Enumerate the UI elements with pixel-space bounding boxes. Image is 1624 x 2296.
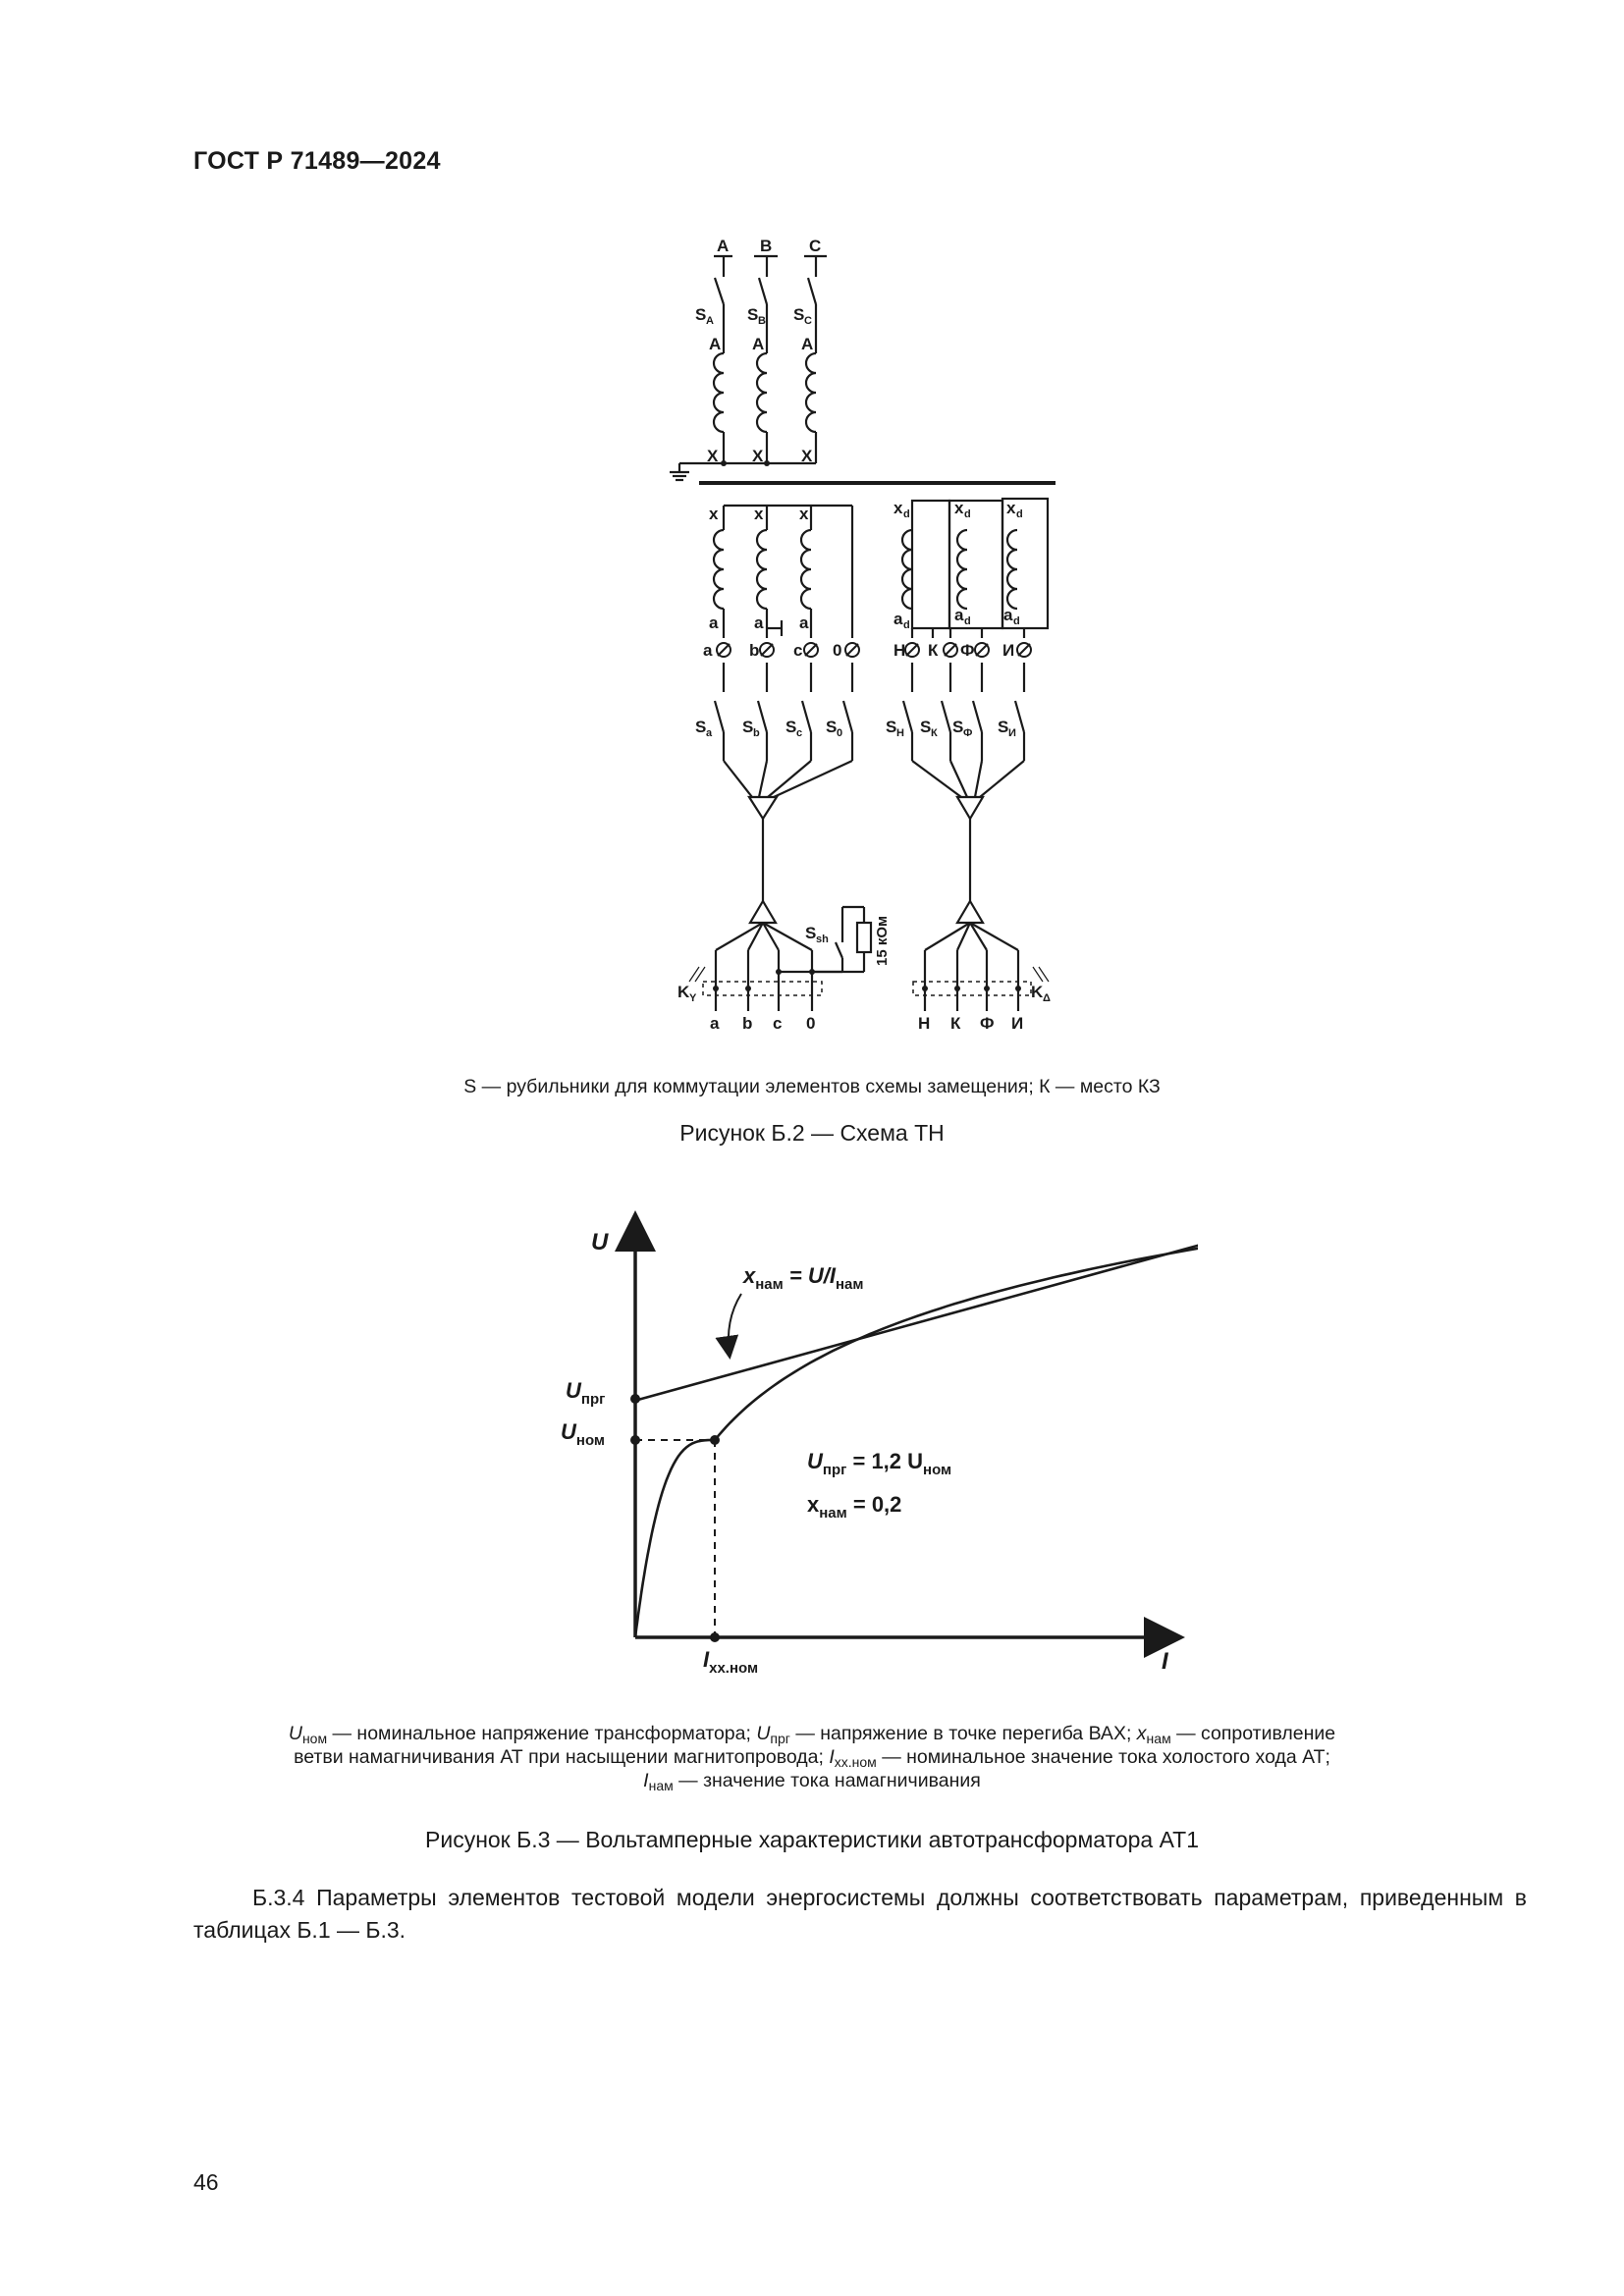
label-kd: K bbox=[1031, 983, 1044, 1001]
figure-b2-caption: Рисунок Б.2 — Схема ТН bbox=[679, 1120, 945, 1146]
label-s-a: S bbox=[695, 718, 707, 736]
param-xnam: $x_{нам} = 0,2$ bbox=[807, 1492, 902, 1522]
label-hv-a1: A bbox=[709, 335, 722, 353]
label-ky-sub: Y bbox=[689, 992, 697, 1004]
label-s-b: S bbox=[742, 718, 754, 736]
label-phase-a: A bbox=[717, 237, 730, 255]
label-phase-c: C bbox=[809, 237, 822, 255]
figure-b3-note: $U_{ном}$ — номинальное напряжение трансформатора; $U_{прг}$ — напряжение в точке перегиба ВАХ; $x_{нам}$ — сопротивление ветви намагничивания АТ при насыщении магнитопровода; $I_{хх.ном}$ — номинальное значение тока холостого хода АТ; $I_{нам}$ — значение тока намагничивания bbox=[288, 1723, 1336, 1793]
y-axis-label: U bbox=[591, 1229, 609, 1255]
label-s-0: S bbox=[826, 718, 838, 736]
label-dx3: x bbox=[1006, 499, 1016, 517]
label-bot-a: a bbox=[710, 1014, 720, 1033]
label-dx1: x bbox=[893, 499, 903, 517]
vi-characteristic-chart bbox=[550, 1202, 1198, 1683]
label-bot-f: Ф bbox=[980, 1014, 995, 1033]
page-number: 46 bbox=[193, 2169, 219, 2195]
label-da3: a bbox=[1003, 606, 1013, 624]
label-s-c: S bbox=[785, 718, 797, 736]
label-hv-a2: A bbox=[752, 335, 765, 353]
point-unom bbox=[630, 1435, 640, 1445]
series-slope-line bbox=[635, 1243, 1198, 1401]
label-term-f: Ф bbox=[960, 641, 975, 660]
label-sb-sub: B bbox=[758, 315, 766, 327]
label-term-0: 0 bbox=[833, 641, 842, 660]
y-tick-unom: $U_{ном}$ bbox=[561, 1419, 606, 1449]
label-term-k: К bbox=[928, 641, 939, 660]
label-ky: K bbox=[677, 983, 690, 1001]
label-kd-sub: Δ bbox=[1043, 992, 1051, 1004]
label-s-0-sub: 0 bbox=[837, 727, 843, 739]
label-bot-n: Н bbox=[918, 1014, 931, 1033]
label-ssh-sub: sh bbox=[816, 934, 829, 945]
label-term-b: b bbox=[749, 641, 760, 660]
label-bot-b: b bbox=[742, 1014, 753, 1033]
label-dx1-sub: d bbox=[903, 508, 910, 520]
label-term-a: a bbox=[703, 641, 713, 660]
label-s-k-sub: К bbox=[931, 727, 938, 739]
label-dx3-sub: d bbox=[1016, 508, 1023, 520]
label-hv-x3: X bbox=[801, 447, 813, 465]
label-s-b-sub: b bbox=[753, 727, 760, 739]
label-s-k: S bbox=[920, 718, 932, 736]
label-s-f: S bbox=[952, 718, 964, 736]
param-uprg: $U_{прг} = 1,2$ $U_{ном}$ bbox=[807, 1449, 952, 1478]
label-bot-c: c bbox=[773, 1014, 783, 1033]
label-term-i: И bbox=[1002, 641, 1015, 660]
label-term-n: Н bbox=[893, 641, 906, 660]
label-da1-sub: d bbox=[903, 619, 910, 631]
y-tick-uprg: $U_{прг}$ bbox=[566, 1378, 606, 1408]
point-ref bbox=[710, 1435, 720, 1445]
label-da2: a bbox=[954, 606, 964, 624]
label-sb: S bbox=[747, 305, 759, 324]
label-bot-k: К bbox=[950, 1014, 961, 1033]
label-phase-b: B bbox=[760, 237, 773, 255]
x-tick-ixx: $I_{хх.ном}$ bbox=[703, 1647, 759, 1677]
label-s-i: S bbox=[998, 718, 1009, 736]
figure-b3-caption: Рисунок Б.3 — Вольтамперные характеристики автотрансформатора АТ1 bbox=[425, 1827, 1199, 1852]
slope-annotation: $x_{нам} = U/I_{нам}$ bbox=[743, 1263, 864, 1293]
label-hv-x1: X bbox=[707, 447, 719, 465]
annotation-arrow bbox=[729, 1294, 741, 1356]
label-dx2-sub: d bbox=[964, 508, 971, 520]
label-lv-a1: a bbox=[709, 614, 719, 632]
label-lv-x2: x bbox=[754, 505, 764, 523]
label-hv-x2: X bbox=[752, 447, 764, 465]
label-s-n-sub: Н bbox=[896, 727, 904, 739]
label-lv-x3: x bbox=[799, 505, 809, 523]
chart-axes bbox=[635, 1217, 1178, 1637]
body-paragraph: Б.3.4 Параметры элементов тестовой модели энергосистемы должны соответствовать параметрам, приведенным в таблицах Б.1 — Б.3. bbox=[193, 1885, 1527, 1943]
label-lv-a3: a bbox=[799, 614, 809, 632]
label-bot-0: 0 bbox=[806, 1014, 816, 1033]
label-resistor: 15 кОм bbox=[874, 915, 891, 966]
label-sa: S bbox=[695, 305, 707, 324]
label-s-f-sub: Ф bbox=[963, 727, 973, 739]
label-s-a-sub: a bbox=[706, 727, 713, 739]
label-s-n: S bbox=[886, 718, 897, 736]
label-s-i-sub: И bbox=[1008, 727, 1016, 739]
label-da1: a bbox=[893, 610, 903, 628]
label-da2-sub: d bbox=[964, 615, 971, 627]
label-ssh: S bbox=[805, 924, 817, 942]
voltage-transformer-schematic bbox=[648, 226, 1060, 1041]
figure-b2-note: S — рубильники для коммутации элементов схемы замещения; К — место КЗ bbox=[463, 1076, 1161, 1097]
label-sa-sub: A bbox=[706, 315, 714, 327]
label-da3-sub: d bbox=[1013, 615, 1020, 627]
series-vi-curve bbox=[635, 1247, 1198, 1637]
label-dx2: x bbox=[954, 499, 964, 517]
label-lv-x1: x bbox=[709, 505, 719, 523]
label-s-c-sub: c bbox=[796, 727, 803, 739]
x-axis-label: I bbox=[1162, 1648, 1168, 1675]
point-ixx bbox=[710, 1632, 720, 1642]
label-term-c: c bbox=[793, 641, 803, 660]
label-sc-sub: C bbox=[804, 315, 812, 327]
document-header: ГОСТ Р 71489—2024 bbox=[193, 147, 441, 175]
label-sc: S bbox=[793, 305, 805, 324]
label-hv-a3: A bbox=[801, 335, 814, 353]
label-bot-i: И bbox=[1011, 1014, 1024, 1033]
point-uprg bbox=[630, 1394, 640, 1404]
label-lv-a2: a bbox=[754, 614, 764, 632]
